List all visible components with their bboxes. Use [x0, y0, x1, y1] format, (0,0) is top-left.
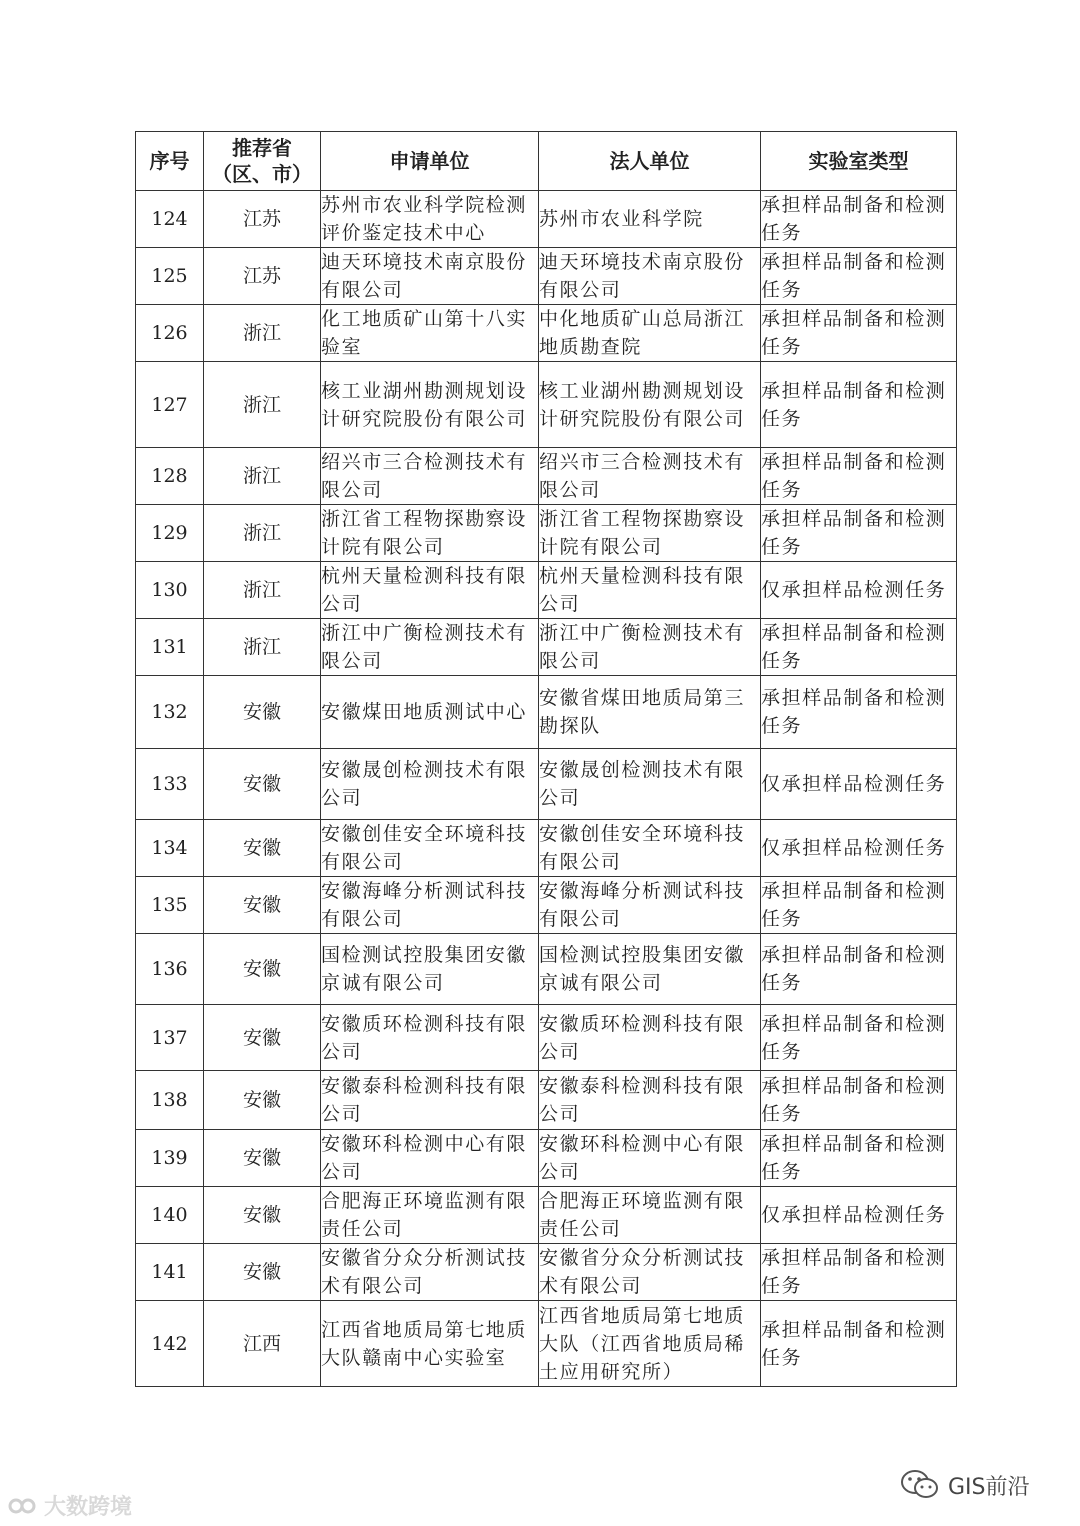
table-row: [136, 305, 957, 362]
cell-province: 安徽: [204, 1244, 321, 1301]
cell-applicant: 国检测试控股集团安徽京诚有限公司: [321, 934, 539, 1005]
cell-legal: 安徽泰科检测科技有限公司: [539, 1071, 761, 1130]
watermark-left: [8, 1490, 132, 1521]
cell-num: 130: [136, 562, 204, 619]
cell-lab-type: 承担样品制备和检测任务: [761, 619, 957, 676]
cell-province: 安徽: [204, 1071, 321, 1130]
table-row: [136, 619, 957, 676]
cell-legal: 国检测试控股集团安徽京诚有限公司: [539, 934, 761, 1005]
header-legal: 法人单位: [539, 132, 761, 191]
cell-lab-type: 承担样品制备和检测任务: [761, 248, 957, 305]
cell-province: 浙江: [204, 619, 321, 676]
cell-lab-type: 承担样品制备和检测任务: [761, 676, 957, 749]
cell-province: 安徽: [204, 934, 321, 1005]
cell-applicant: 浙江中广衡检测技术有限公司: [321, 619, 539, 676]
table-row: [136, 749, 957, 820]
cell-lab-type: 承担样品制备和检测任务: [761, 1071, 957, 1130]
cell-legal: 安徽质环检测科技有限公司: [539, 1005, 761, 1071]
cell-num: 142: [136, 1301, 204, 1387]
cell-applicant: 核工业湖州勘测规划设计研究院股份有限公司: [321, 362, 539, 448]
table-row: [136, 362, 957, 448]
cell-legal: 中化地质矿山总局浙江地质勘查院: [539, 305, 761, 362]
cell-applicant: 绍兴市三合检测技术有限公司: [321, 448, 539, 505]
cell-province: 安徽: [204, 1005, 321, 1071]
cell-lab-type: 仅承担样品检测任务: [761, 749, 957, 820]
cell-province: 江苏: [204, 191, 321, 248]
cell-num: 129: [136, 505, 204, 562]
cell-num: 125: [136, 248, 204, 305]
cell-legal: 苏州市农业科学院: [539, 191, 761, 248]
cell-legal: 杭州天量检测科技有限公司: [539, 562, 761, 619]
watermark-left-text: 大数跨境: [44, 1495, 133, 1520]
table-row: [136, 448, 957, 505]
cell-lab-type: 承担样品制备和检测任务: [761, 1301, 957, 1387]
cell-province: 浙江: [204, 562, 321, 619]
header-province-line1: 推荐省: [232, 136, 292, 160]
logo-icon: [8, 1494, 38, 1518]
cell-province: 安徽: [204, 749, 321, 820]
cell-legal: 绍兴市三合检测技术有限公司: [539, 448, 761, 505]
cell-legal: 安徽海峰分析测试科技有限公司: [539, 877, 761, 934]
cell-num: 139: [136, 1130, 204, 1187]
cell-lab-type: 承担样品制备和检测任务: [761, 362, 957, 448]
table-row: [136, 934, 957, 1005]
cell-applicant: 化工地质矿山第十八实验室: [321, 305, 539, 362]
cell-lab-type: 承担样品制备和检测任务: [761, 1244, 957, 1301]
cell-applicant: 安徽煤田地质测试中心: [321, 676, 539, 749]
cell-num: 133: [136, 749, 204, 820]
table-row: [136, 877, 957, 934]
cell-province: 浙江: [204, 448, 321, 505]
table-row: [136, 1187, 957, 1244]
watermark-right: [900, 1468, 1030, 1502]
watermark-right-text: GIS前沿: [948, 1474, 1030, 1500]
table-row: [136, 191, 957, 248]
cell-province: 安徽: [204, 877, 321, 934]
header-lab-type: 实验室类型: [761, 132, 957, 191]
cell-applicant: 苏州市农业科学院检测评价鉴定技术中心: [321, 191, 539, 248]
cell-legal: 合肥海正环境监测有限责任公司: [539, 1187, 761, 1244]
table-row: [136, 1071, 957, 1130]
cell-num: 134: [136, 820, 204, 877]
cell-num: 140: [136, 1187, 204, 1244]
lab-list-table: [135, 131, 957, 1387]
table-row: [136, 1244, 957, 1301]
cell-applicant: 安徽环科检测中心有限公司: [321, 1130, 539, 1187]
cell-legal: 安徽省分众分析测试技术有限公司: [539, 1244, 761, 1301]
cell-province: 浙江: [204, 305, 321, 362]
header-num: 序号: [136, 132, 204, 191]
cell-applicant: 浙江省工程物探勘察设计院有限公司: [321, 505, 539, 562]
cell-province: 安徽: [204, 820, 321, 877]
cell-lab-type: 承担样品制备和检测任务: [761, 505, 957, 562]
cell-num: 135: [136, 877, 204, 934]
table-row: [136, 1005, 957, 1071]
cell-province: 江西: [204, 1301, 321, 1387]
cell-lab-type: 承担样品制备和检测任务: [761, 1005, 957, 1071]
header-province-line2: （区、市）: [212, 162, 312, 186]
cell-lab-type: 承担样品制备和检测任务: [761, 877, 957, 934]
table-row: [136, 562, 957, 619]
cell-num: 138: [136, 1071, 204, 1130]
cell-num: 141: [136, 1244, 204, 1301]
cell-lab-type: 承担样品制备和检测任务: [761, 305, 957, 362]
cell-province: 安徽: [204, 1130, 321, 1187]
cell-legal: 江西省地质局第七地质大队（江西省地质局稀土应用研究所）: [539, 1301, 761, 1387]
cell-lab-type: 仅承担样品检测任务: [761, 1187, 957, 1244]
cell-legal: 安徽环科检测中心有限公司: [539, 1130, 761, 1187]
table-row: [136, 505, 957, 562]
cell-lab-type: 承担样品制备和检测任务: [761, 934, 957, 1005]
cell-legal: 浙江省工程物探勘察设计院有限公司: [539, 505, 761, 562]
header-row: [136, 132, 957, 191]
cell-lab-type: 承担样品制备和检测任务: [761, 448, 957, 505]
cell-applicant: 安徽创佳安全环境科技有限公司: [321, 820, 539, 877]
table-row: [136, 1301, 957, 1387]
cell-province: 浙江: [204, 505, 321, 562]
cell-legal: 迪天环境技术南京股份有限公司: [539, 248, 761, 305]
cell-province: 安徽: [204, 1187, 321, 1244]
cell-applicant: 安徽泰科检测科技有限公司: [321, 1071, 539, 1130]
table-row: [136, 248, 957, 305]
cell-applicant: 安徽海峰分析测试科技有限公司: [321, 877, 539, 934]
cell-lab-type: 仅承担样品检测任务: [761, 562, 957, 619]
cell-applicant: 江西省地质局第七地质大队赣南中心实验室: [321, 1301, 539, 1387]
header-province: [204, 132, 321, 191]
cell-lab-type: 承担样品制备和检测任务: [761, 191, 957, 248]
table-row: [136, 676, 957, 749]
cell-num: 126: [136, 305, 204, 362]
cell-applicant: 合肥海正环境监测有限责任公司: [321, 1187, 539, 1244]
cell-num: 127: [136, 362, 204, 448]
header-applicant: 申请单位: [321, 132, 539, 191]
cell-lab-type: 承担样品制备和检测任务: [761, 1130, 957, 1187]
cell-num: 124: [136, 191, 204, 248]
cell-legal: 安徽省煤田地质局第三勘探队: [539, 676, 761, 749]
cell-applicant: 安徽质环检测科技有限公司: [321, 1005, 539, 1071]
wechat-icon: [900, 1468, 940, 1502]
cell-legal: 安徽晟创检测技术有限公司: [539, 749, 761, 820]
cell-num: 137: [136, 1005, 204, 1071]
table-row: [136, 1130, 957, 1187]
cell-num: 131: [136, 619, 204, 676]
cell-applicant: 迪天环境技术南京股份有限公司: [321, 248, 539, 305]
cell-lab-type: 仅承担样品检测任务: [761, 820, 957, 877]
cell-num: 136: [136, 934, 204, 1005]
cell-applicant: 安徽省分众分析测试技术有限公司: [321, 1244, 539, 1301]
cell-province: 江苏: [204, 248, 321, 305]
cell-applicant: 杭州天量检测科技有限公司: [321, 562, 539, 619]
cell-legal: 安徽创佳安全环境科技有限公司: [539, 820, 761, 877]
table-row: [136, 820, 957, 877]
cell-num: 132: [136, 676, 204, 749]
cell-legal: 核工业湖州勘测规划设计研究院股份有限公司: [539, 362, 761, 448]
cell-province: 安徽: [204, 676, 321, 749]
cell-province: 浙江: [204, 362, 321, 448]
cell-applicant: 安徽晟创检测技术有限公司: [321, 749, 539, 820]
cell-num: 128: [136, 448, 204, 505]
cell-legal: 浙江中广衡检测技术有限公司: [539, 619, 761, 676]
